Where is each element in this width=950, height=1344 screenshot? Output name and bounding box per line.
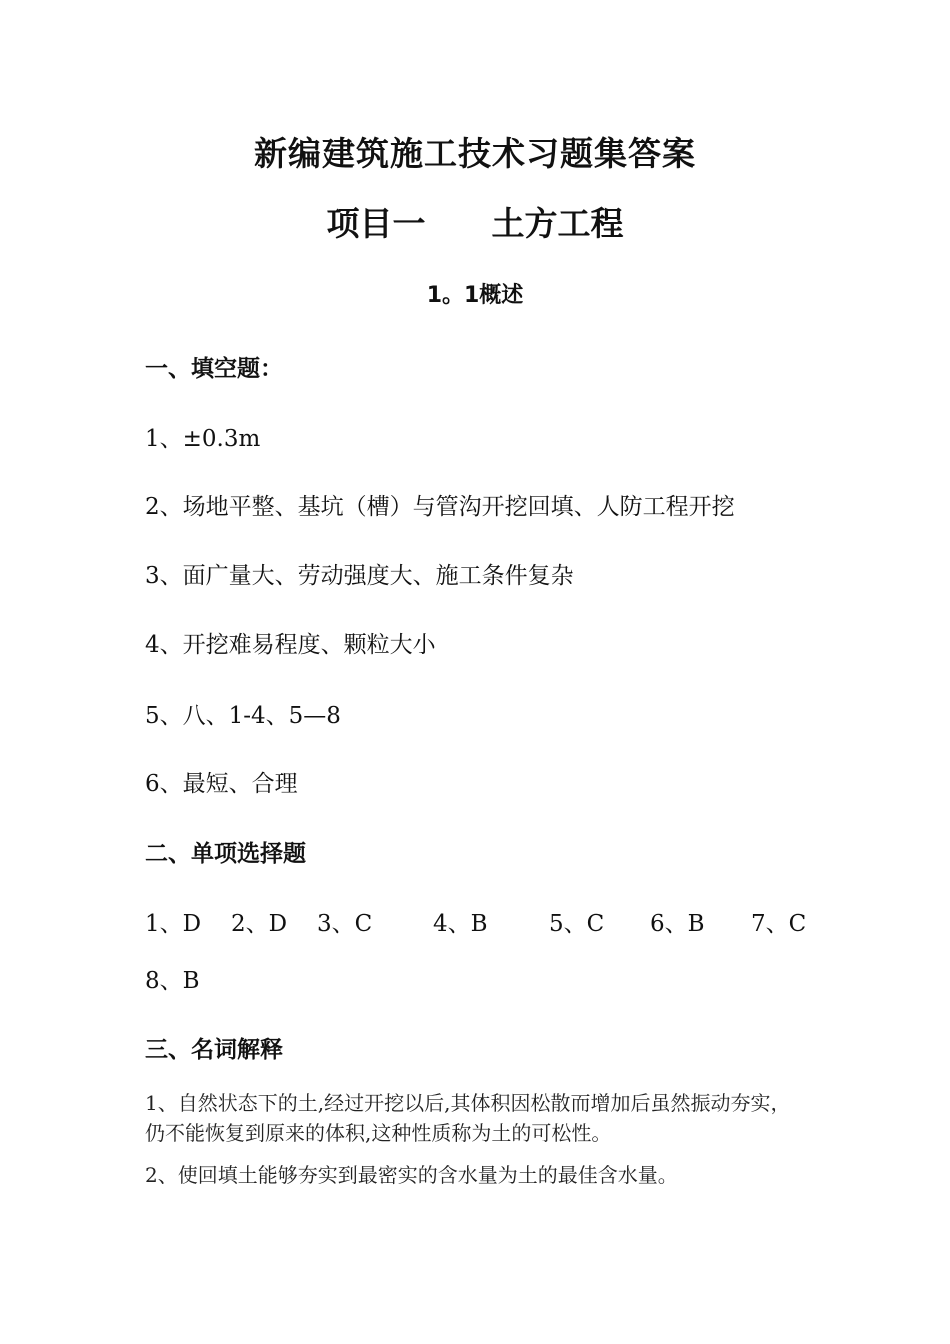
- choice-answer: 6、B: [650, 911, 705, 937]
- choice-answer: 3、C: [317, 911, 373, 937]
- choice-answer: 1、D: [145, 911, 202, 937]
- document-title: 新编建筑施工技术习题集答案: [254, 134, 696, 173]
- fill-blank-item: 3、面广量大、劳动强度大、施工条件复杂: [145, 563, 574, 589]
- fill-blank-item: 6、最短、合理: [145, 771, 298, 797]
- section-title: 1。1概述: [426, 283, 524, 308]
- project-heading: [0, 198, 950, 245]
- fill-blank-item: 4、开挖难易程度、颗粒大小: [145, 632, 436, 658]
- single-choice-heading: 二、单项选择题: [145, 841, 306, 867]
- choice-answer: 8、B: [145, 968, 200, 994]
- term-definition: 1、自然状态下的土,经过开挖以后,其体积因松散而增加后虽然振动夯实，仍不能恢复到原来的体积,这种性质称为土的可松性。: [145, 1091, 791, 1145]
- single-choice-answers-row: [145, 905, 825, 935]
- term-definition: 2、使回填土能够夯实到最密实的含水量为土的最佳含水量。: [145, 1163, 678, 1187]
- project-label: 项目一: [326, 204, 426, 243]
- fill-blank-item: 5、八、1-4、5—8: [145, 703, 341, 729]
- choice-answer: 2、D: [231, 911, 288, 937]
- choice-answer: 7、C: [751, 911, 807, 937]
- choice-answer: 5、C: [549, 911, 605, 937]
- fill-blank-heading: 一、填空题：: [145, 356, 283, 382]
- terms-heading: 三、名词解释: [145, 1037, 283, 1063]
- project-name: 土方工程: [491, 204, 624, 243]
- fill-blank-item: 2、场地平整、基坑（槽）与管沟开挖回填、人防工程开挖: [145, 494, 735, 520]
- choice-answer: 4、B: [433, 911, 488, 937]
- fill-blank-item: 1、±0.3m: [145, 426, 261, 452]
